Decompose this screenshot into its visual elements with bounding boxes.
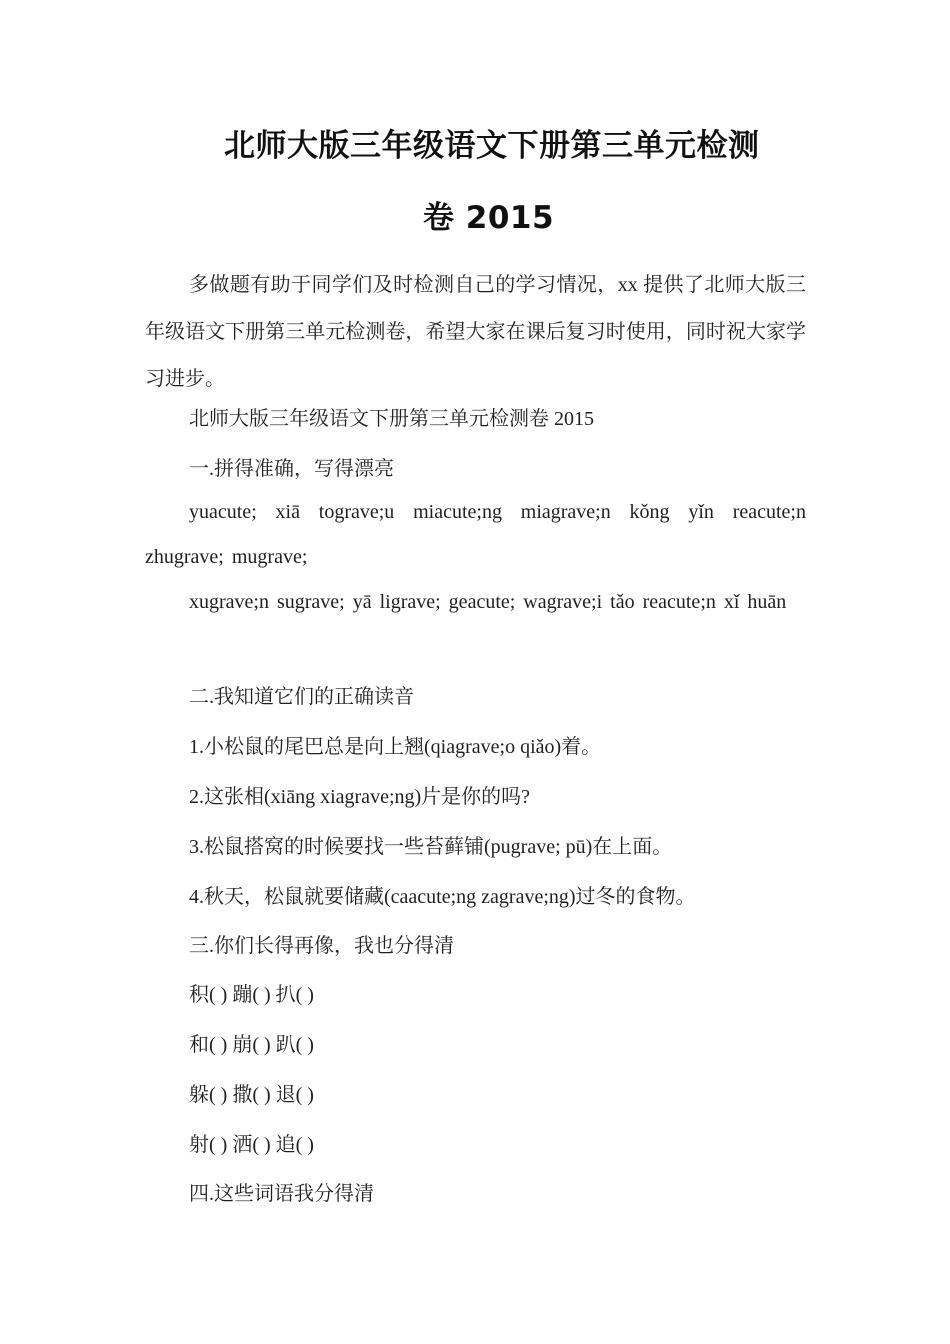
reading-item: 2.这张相(xiāng xiagrave;ng)片是你的吗?: [189, 786, 531, 808]
section-1-heading: 一.拼得准确，写得漂亮: [189, 458, 394, 480]
section-2-heading: 二.我知道它们的正确读音: [189, 686, 414, 708]
character-row: 躲( ) 撒( ) 退( ): [189, 1084, 314, 1106]
character-row: 射( ) 洒( ) 追( ): [189, 1134, 314, 1156]
section-3-heading: 三.你们长得再像，我也分得清: [189, 935, 454, 957]
section-4-heading: 四.这些词语我分得清: [189, 1183, 374, 1205]
subtitle: 北师大版三年级语文下册第三单元检测卷 2015: [189, 408, 594, 430]
document-title-line-1: 北师大版三年级语文下册第三单元检测: [224, 128, 760, 164]
character-row: 和( ) 崩( ) 趴( ): [189, 1034, 314, 1056]
reading-item: 1.小松鼠的尾巴总是向上翘(qiagrave;o qiǎo)着。: [189, 736, 602, 758]
pinyin-exercise-line-2: xugrave;n sugrave; yā ligrave; geacute; wagrave;i tǎo reacute;n xǐ huān: [189, 591, 787, 613]
pinyin-exercise-line-1: yuacute; xiā tograve;u miacute;ng miagrave;n kǒng yǐn reacute;n zhugrave; mugrave;: [145, 501, 806, 568]
document-title-line-2: 卷 2015: [423, 200, 555, 236]
reading-item: 3.松鼠搭窝的时候要找一些苔藓铺(pugrave; pū)在上面。: [189, 836, 673, 858]
reading-item: 4.秋天，松鼠就要储藏(caacute;ng zagrave;ng)过冬的食物。: [189, 886, 696, 908]
intro-paragraph: 多做题有助于同学们及时检测自己的学习情况，xx 提供了北师大版三年级语文下册第三单元检测卷，希望大家在课后复习时使用，同时祝大家学习进步。: [145, 274, 806, 390]
character-row: 积( ) 蹦( ) 扒( ): [189, 984, 314, 1006]
